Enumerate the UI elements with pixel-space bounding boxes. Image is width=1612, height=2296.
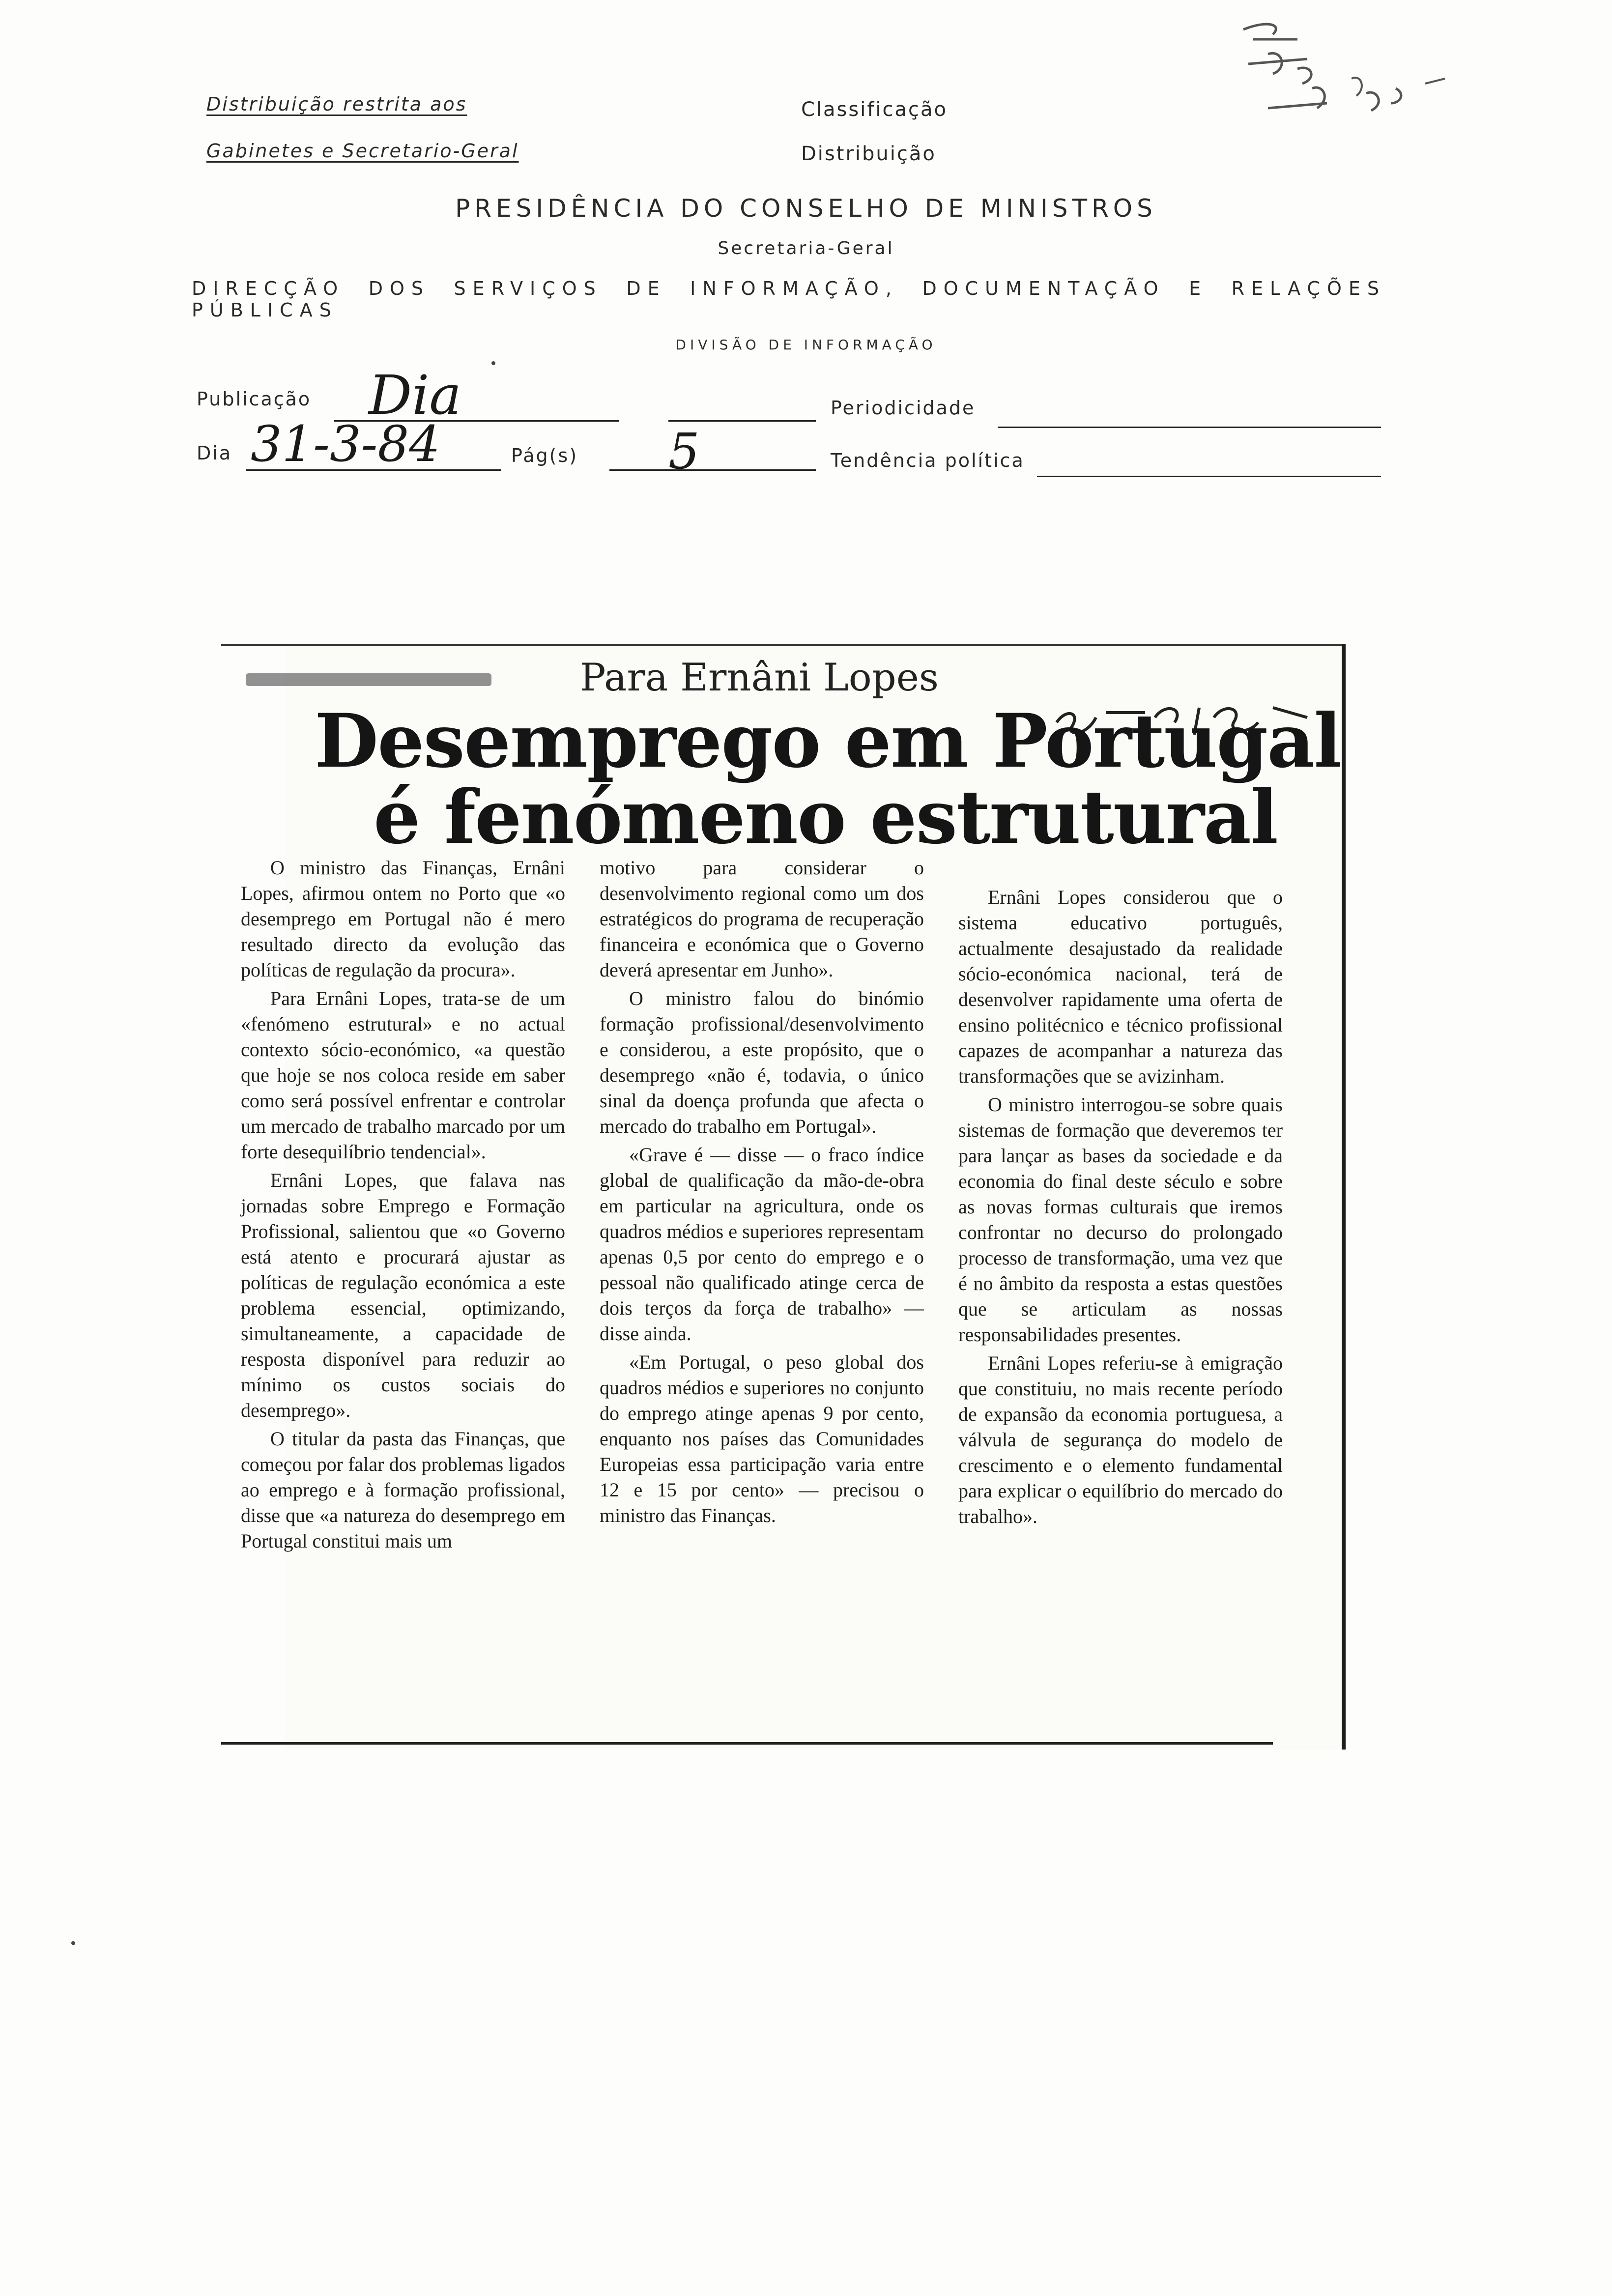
paragraph: «Grave é — disse — o fraco índice global de qualificação da mão-de-obra em particular na agricultura, onde os quadros médios e superiores representam apenas 0,5 por cento do emprego e o pessoal não qualificado atinge cerca de dois terços da força de trabalho» — disse ainda. (600, 1144, 924, 1345)
periodicity-label: Periodicidade (831, 397, 976, 419)
date-line (246, 469, 501, 471)
periodicity-line (998, 427, 1381, 428)
article-headline-line1: Desemprego em Portugal (315, 698, 1341, 784)
paragraph: O ministro interrogou-se sobre quais sistemas de formação que deveremos ter para lançar as bases da sociedade e da economia do final deste século e sobre as novas formas culturais que iremos confrontar no decurso do prolongado processo de transformação, uma vez que é no âmbito da resposta a estas questões que se articulam as nossas responsabilidades presentes. (958, 1093, 1283, 1346)
publication-line-extra (668, 420, 816, 422)
publication-value: Dia (369, 364, 461, 427)
paragraph: motivo para considerar o desenvolvimento regional como um dos estratégicos do programa de recuperação financeira e económica que o Governo deverá apresentar em Junho». (600, 857, 924, 981)
article-column-2 (600, 855, 924, 1531)
distribution-label: Distribuição (801, 143, 936, 165)
article-kicker: Para Ernâni Lopes (580, 656, 939, 700)
print-smudge (246, 673, 491, 686)
paragraph: O ministro das Finanças, Ernâni Lopes, afirmou ontem no Porto que «o desemprego em Portugal não é mero resultado directo da evolução das políticas de regulação da procura». (241, 857, 565, 981)
secretariat-label: Secretaria-Geral (718, 238, 894, 258)
date-value: 31-3-84 (251, 415, 440, 473)
agency-title: PRESIDÊNCIA DO CONSELHO DE MINISTROS (455, 194, 1157, 223)
article-column-1 (241, 855, 565, 1557)
pages-value: 5 (668, 423, 700, 480)
handwritten-scribble-icon (1238, 10, 1455, 123)
paragraph: Ernâni Lopes, que falava nas jornadas sobre Emprego e Formação Profissional, salientou que «o Governo está atento e procurará ajustar as políticas de regulação económica a este problema essencial, optimizando, simultaneamente, a capacidade de resposta disponível para reduzir ao mínimo os custos sociais do desemprego». (241, 1169, 565, 1421)
pages-line (609, 469, 816, 471)
classification-label: Classificação (801, 98, 948, 121)
article-body (241, 855, 1293, 1715)
political-tendency-label: Tendência política (831, 450, 1025, 471)
publication-label: Publicação (197, 388, 312, 410)
paragraph: «Em Portugal, o peso global dos quadros médios e superiores no conjunto do emprego atinge apenas 9 por cento, enquanto nos países das Comunidades Europeias essa participação varia entre 12 e 15 por cento» — precisou o ministro das Finanças. (600, 1351, 924, 1526)
article-column-3 (958, 885, 1283, 1532)
paragraph: Para Ernâni Lopes, trata-se de um «fenómeno estrutural» e no actual contexto sócio-económico, «a questão que hoje se nos coloca reside em saber como será possível enfrentar e controlar um mercado de trabalho marcado por um forte desequilíbrio tendencial». (241, 987, 565, 1163)
paragraph: O titular da pasta das Finanças, que começou por falar dos problemas ligados ao emprego e à formação profissional, disse que «a natureza do desemprego em Portugal constitui mais um (241, 1428, 565, 1552)
political-tendency-line (1037, 476, 1381, 477)
division-label: DIVISÃO DE INFORMAÇÃO (675, 337, 937, 353)
paragraph: Ernâni Lopes considerou que o sistema educativo português, actualmente desajustado da realidade sócio-económica nacional, terá de desenvolver rapidamente uma oferta de ensino politécnico e técnico profissional capazes de acompanhar a natureza das transformações que se avizinham. (958, 886, 1283, 1087)
stray-mark (491, 361, 495, 365)
paragraph: Ernâni Lopes referiu-se à emigração que constituiu, no mais recente período de expansão da economia portuguesa, a válvula de segurança do modelo de crescimento e o elemento fundamental para explicar o equilíbrio do mercado do trabalho». (958, 1352, 1283, 1527)
pages-label: Pág(s) (511, 445, 578, 466)
article-headline-line2: é fenómeno estrutural (374, 774, 1278, 861)
paragraph: O ministro falou do binómio formação profissional/desenvolvimento e considerou, a este propósito, que o desemprego «não é, todavia, o único sinal da doença profunda que afecta o mercado do trabalho em Portugal». (600, 987, 924, 1137)
newspaper-clipping (241, 644, 1346, 1750)
distribution-note-recipients: Gabinetes e Secretario-Geral (206, 140, 519, 162)
directorate-label: DIRECÇÃO DOS SERVIÇOS DE INFORMAÇÃO, DOCUMENTAÇÃO E RELAÇÕES PÚBLICAS (192, 278, 1386, 321)
date-label: Dia (197, 442, 232, 464)
stray-mark (71, 1941, 75, 1945)
clipping-bottom-rule (221, 1742, 1273, 1745)
distribution-note: Distribuição restrita aos (206, 93, 467, 115)
